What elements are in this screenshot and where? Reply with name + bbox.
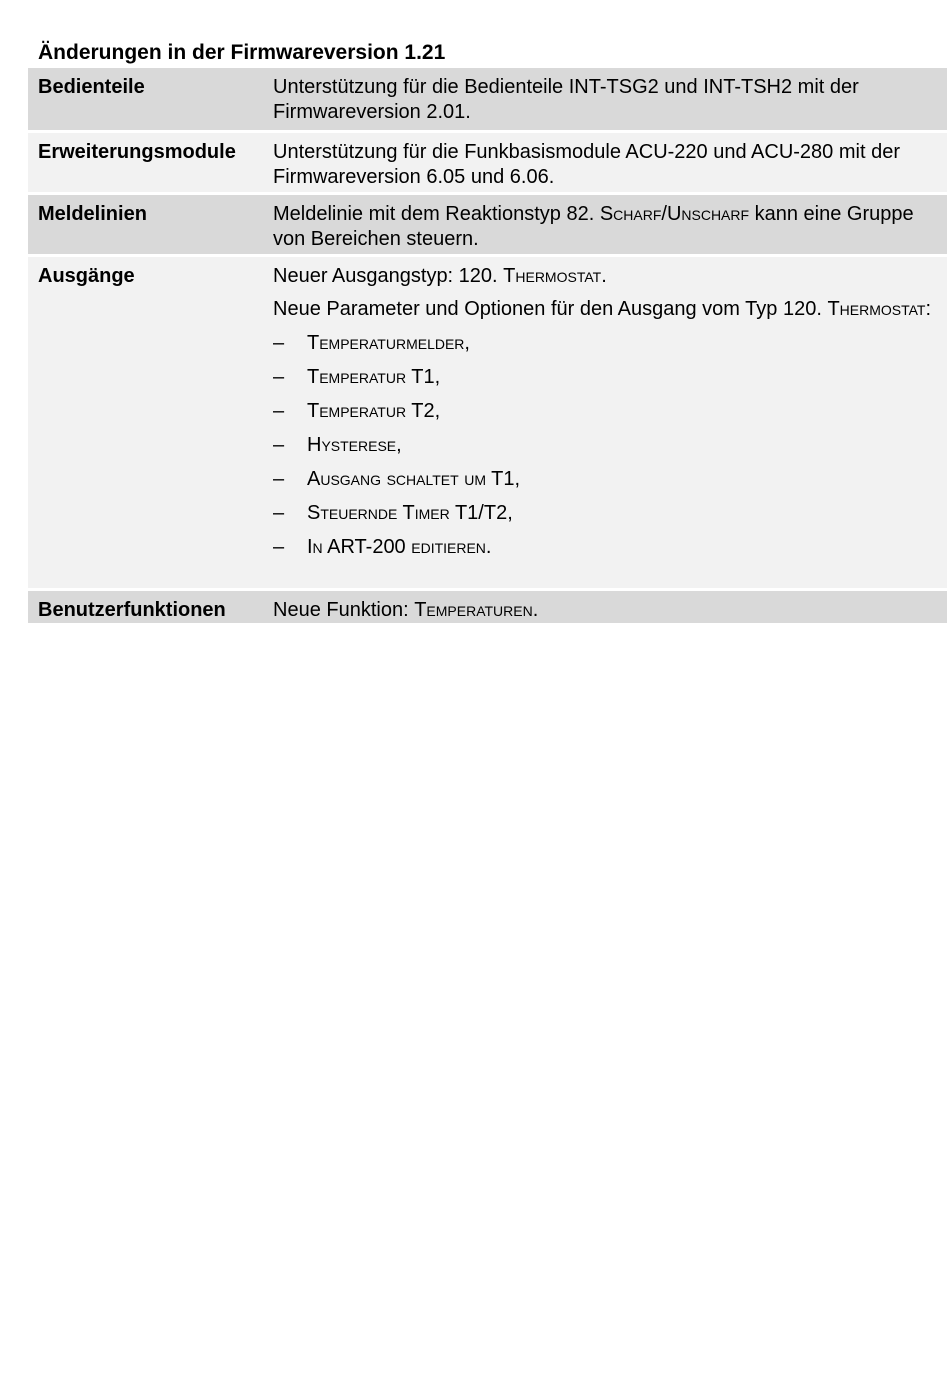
description-text-part: kann eine Gruppe von Bereichen steuern. [273,203,914,250]
parameter-list [273,331,937,560]
description-text-part: Neue Funktion: [273,599,415,621]
row-label: Meldelinien [38,203,147,225]
description-text [273,202,937,252]
description-text-part: Meldelinie mit dem Reaktionstyp 82. [273,203,600,225]
description-text-part: . [601,265,607,287]
changes-table [28,68,947,623]
output-type-name: Thermostat [827,298,926,320]
description-text: Unterstützung für die Bedienteile INT-TSG2 und INT-TSH2 mit der Firmwareversion 2.01. [273,76,859,123]
description-text-part: : [925,298,932,320]
row-description [263,591,947,623]
description-text-part: Neue Parameter und Optionen für den Ausgang vom Typ 120. [273,298,828,320]
list-item [273,331,937,356]
list-item [273,535,937,560]
page-title: Änderungen in der Firmwareversion 1.21 [38,41,446,64]
table-row-meldelinien [28,192,947,254]
dash-bullet: – [273,468,285,490]
dash-bullet: – [273,366,285,388]
table-row-benutzerfunktionen [28,588,947,623]
dash-bullet: – [273,400,285,422]
list-item-text: Temperatur T1, [307,366,441,388]
output-type-name: Thermostat [503,265,602,287]
row-label: Benutzerfunktionen [38,599,226,621]
row-description [263,68,947,130]
table-row-erweiterungsmodule [28,130,947,192]
dash-bullet: – [273,536,285,558]
list-item-text: Temperatur T2, [307,400,441,422]
description-text: Unterstützung für die Funkbasismodule ACU-220 und ACU-280 mit der Firmwareversion 6.05 und 6.06. [273,141,900,188]
list-item [273,399,937,424]
list-item-text: In ART-200 editieren. [307,536,492,558]
list-item-text: Ausgang schaltet um T1, [307,468,521,490]
dash-bullet: – [273,434,285,456]
row-description [263,133,947,192]
reaction-type-name: Scharf/Unscharf [599,203,750,225]
list-item [273,433,937,458]
dash-bullet: – [273,332,285,354]
table-row-ausgaenge [28,254,947,588]
description-text [273,297,937,322]
list-item-text: Hysterese, [307,434,402,456]
row-description [263,195,947,254]
description-text [273,598,937,623]
row-label: Ausgänge [38,265,135,287]
list-item [273,501,937,526]
description-text-part: . [532,599,539,621]
description-text-part: Neuer Ausgangstyp: 120. [273,265,504,287]
description-text [273,264,937,289]
table-row-bedienteile [28,68,947,130]
list-item-text: Temperaturmelder, [307,332,470,354]
dash-bullet: – [273,502,285,524]
row-label: Bedienteile [38,76,145,98]
row-label: Erweiterungsmodule [38,141,236,163]
list-item-text: Steuernde Timer T1/T2, [307,502,513,524]
function-name: Temperaturen [414,599,533,621]
list-item [273,365,937,390]
row-description [263,257,947,588]
list-item [273,467,937,492]
